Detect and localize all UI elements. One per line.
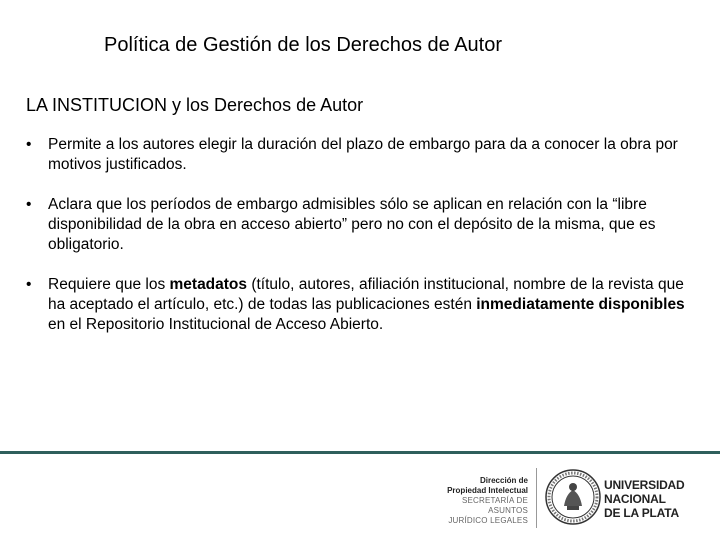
slide-title: Política de Gestión de los Derechos de Autor [104,34,503,56]
bullet-item [26,275,700,335]
dept-line: Dirección de [479,476,528,485]
university-name-line: UNIVERSIDAD [604,478,685,492]
bullet-text-segment: (título, autores, afiliación institucional, nombre de la revista que ha aceptado el artículo, etc.) de todas las publicaciones estén [48,276,684,313]
university-seal-icon [544,468,602,526]
bullet-bold-term: metadatos [169,276,248,293]
bullet-text-segment: en el Repositorio Institucional de Acceso Abierto. [48,316,384,333]
bullet-bold-term: inmediatamente disponibles [476,296,685,313]
department-label [424,476,528,526]
bullet-text-segment: Requiere que los [48,276,170,293]
bullet-marker: • [26,136,32,153]
university-name [604,478,684,520]
slide-subtitle: LA INSTITUCION y los Derechos de Autor [26,95,364,115]
dept-line: SECRETARÍA DE ASUNTOS [461,496,528,515]
university-name-line: NACIONAL [604,492,666,506]
bullet-item [26,195,700,255]
bullet-marker: • [26,196,32,213]
footer-logos [424,466,694,532]
bullet-list [26,135,700,355]
bullet-text: Aclara que los períodos de embargo admisibles sólo se aplican en relación con la “libre disponibilidad de la obra en acceso abierto” pero no con el depósito de la misma, que es obligatorio. [48,196,656,253]
logo-separator [536,468,537,528]
footer-divider [0,451,720,454]
dept-line: Propiedad Intelectual [447,486,528,495]
bullet-item [26,135,700,175]
bullet-marker: • [26,276,32,293]
dept-line: JURÍDICO LEGALES [448,516,528,525]
university-name-line: DE LA PLATA [604,506,679,520]
bullet-text: Permite a los autores elegir la duración del plazo de embargo para da a conocer la obra por motivos justificados. [48,136,678,173]
